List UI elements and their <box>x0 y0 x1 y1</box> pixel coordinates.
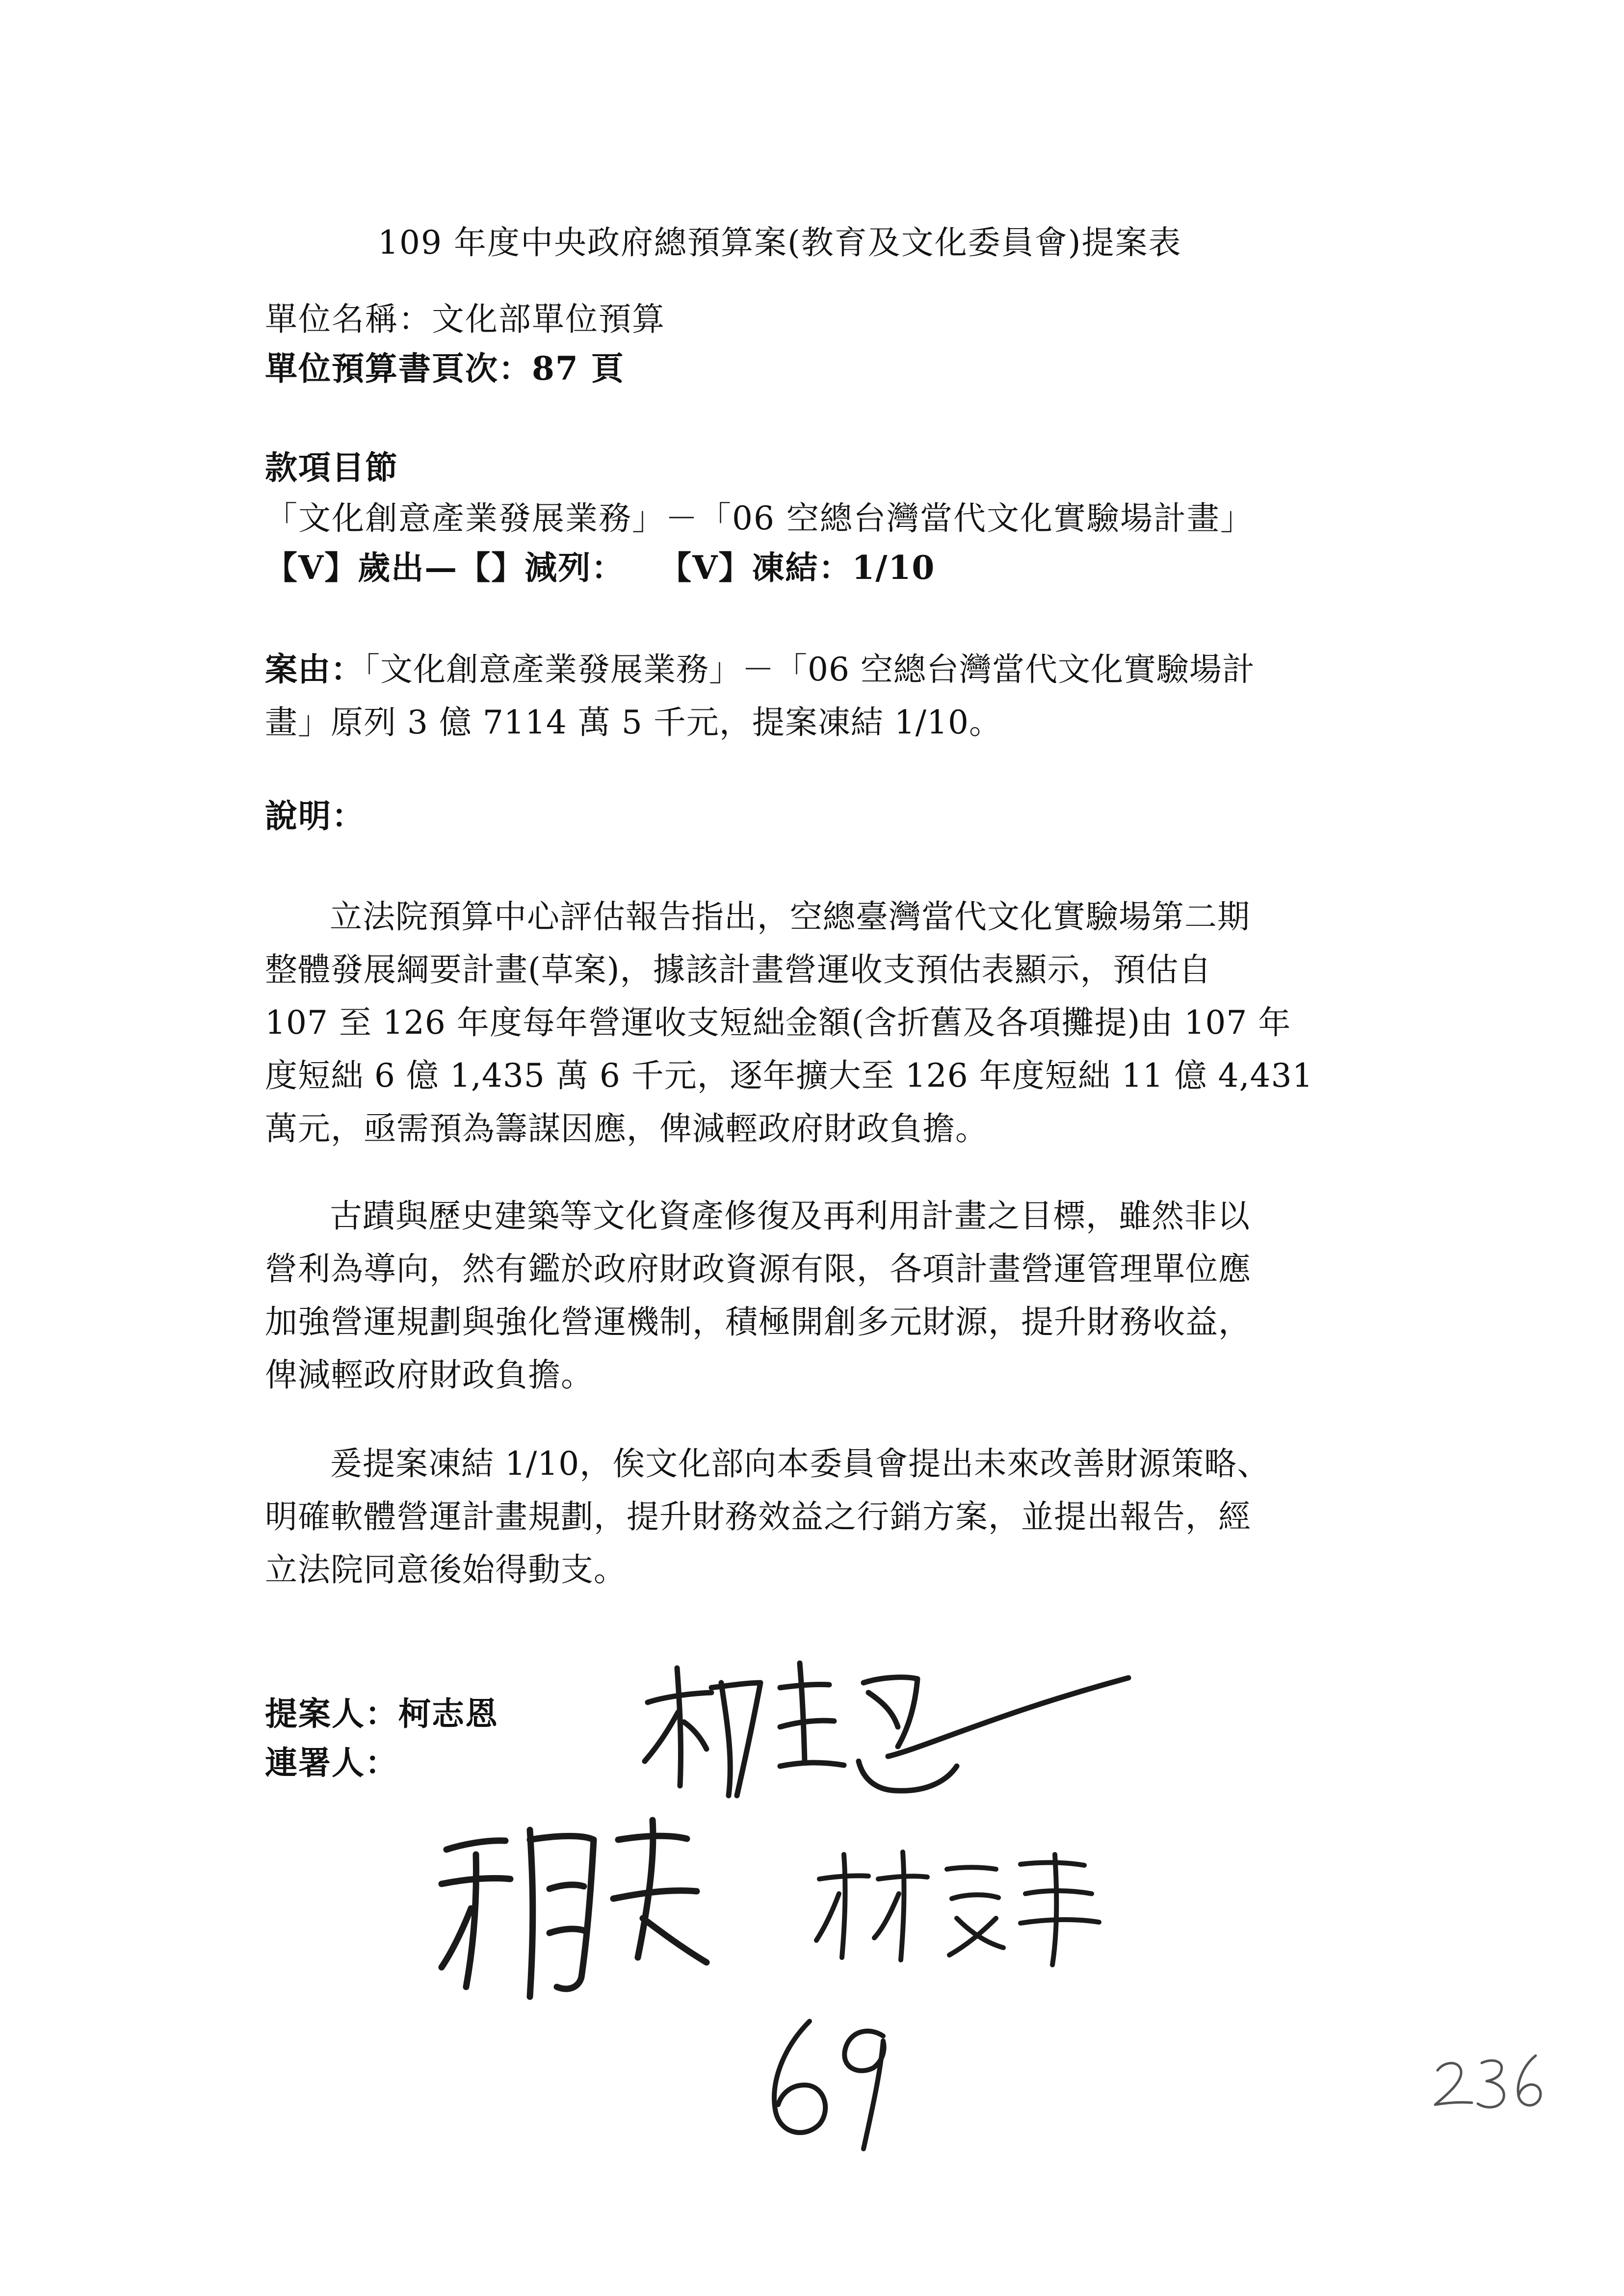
paragraph-1 <box>265 890 1393 1155</box>
paragraph-line: 107 至 126 年度每年營運收支短絀金額(含折舊及各項攤提)由 107 年 <box>265 1004 1291 1042</box>
case-line-2: 畫」原列 3 億 7114 萬 5 千元，提案凍結 1/10。 <box>265 704 1002 741</box>
paragraph-line: 爰提案凍結 1/10，俟文化部向本委員會提出未來改善財源策略、 <box>330 1445 1270 1483</box>
signature-cosigner-2 <box>810 1845 1114 1967</box>
paragraph-line: 加強營運規劃與強化營運機制，積極開創多元財源，提升財務收益， <box>265 1303 1251 1341</box>
explanation-label: 說明： <box>265 797 365 835</box>
section-heading: 款項目節 <box>265 448 398 487</box>
proposer-label: 提案人：柯志恩 <box>265 1695 498 1733</box>
handwritten-page-number <box>751 2007 917 2154</box>
paragraph-line: 度短絀 6 億 1,435 萬 6 千元，逐年擴大至 126 年度短絀 11 億 4,431 <box>265 1057 1313 1095</box>
budget-page: 單位預算書頁次：87 頁 <box>265 349 625 388</box>
paragraph-line: 立法院預算中心評估報告指出，空總臺灣當代文化實驗場第二期 <box>330 898 1250 936</box>
unit-name: 單位名稱：文化部單位預算 <box>265 300 665 338</box>
signature-proposer <box>633 1648 1163 1810</box>
signature-cosigner-1 <box>432 1810 726 2007</box>
case-block <box>265 643 1393 749</box>
paragraph-line: 俾減輕政府財政負擔。 <box>265 1356 594 1394</box>
case-line-1: 「文化創意產業發展業務」－「06 空總台灣當代文化實驗場計 <box>364 651 1255 688</box>
section-item: 「文化創意產業發展業務」－「06 空總台灣當代文化實驗場計畫」 <box>265 499 1254 537</box>
cosigner-label: 連署人： <box>265 1744 398 1782</box>
paragraph-line: 整體發展綱要計畫(草案)，據該計畫營運收支預估表顯示，預估自 <box>265 951 1212 989</box>
document-title: 109 年度中央政府總預算案(教育及文化委員會)提案表 <box>378 224 1182 261</box>
paragraph-line: 萬元，亟需預為籌謀因應，俾減輕政府財政負擔。 <box>265 1110 988 1148</box>
paragraph-2 <box>265 1190 1393 1402</box>
case-label: 案由： <box>265 650 364 688</box>
options-line: 【V】歲出—【】減列： 【V】凍結：1/10 <box>265 548 936 587</box>
handwritten-corner-number <box>1423 2041 1550 2114</box>
paragraph-line: 立法院同意後始得動支。 <box>265 1551 627 1589</box>
paragraph-3 <box>265 1437 1393 1596</box>
paragraph-line: 營利為導向，然有鑑於政府財政資源有限，各項計畫營運管理單位應 <box>265 1250 1251 1288</box>
paragraph-line: 古蹟與歷史建築等文化資產修復及再利用計畫之目標，雖然非以 <box>330 1197 1250 1235</box>
paragraph-line: 明確軟體營運計畫規劃，提升財務效益之行銷方案，並提出報告，經 <box>265 1498 1251 1536</box>
